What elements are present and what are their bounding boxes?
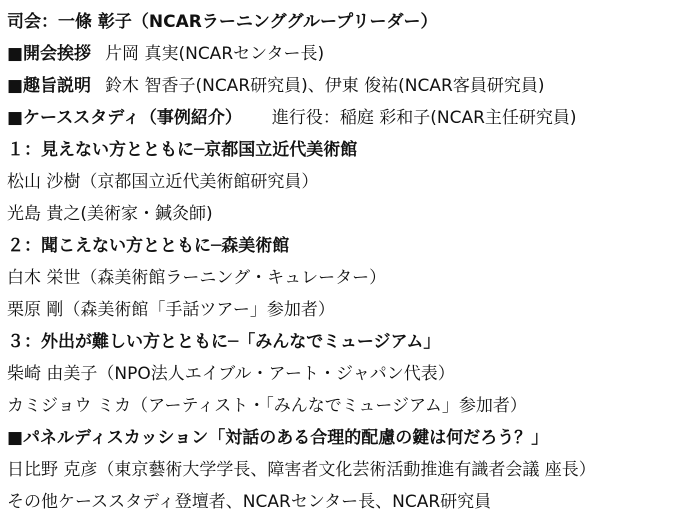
panel-speaker-2: その他ケーススタディ登壇者、NCARセンター長、NCAR研究員 <box>7 492 492 512</box>
purpose-speakers: 鈴木 智香子(NCAR研究員)、伊東 俊祐(NCAR客員研究員) <box>105 76 545 96</box>
purpose-label: ■趣旨説明 <box>7 76 92 96</box>
case1-speaker-1: 松山 沙樹（京都国立近代美術館研究員） <box>7 172 319 192</box>
case3-title: ３：外出が難しい方とともに─「みんなでミュージアム」 <box>7 332 441 352</box>
case2-speaker-1: 白木 栄世（森美術館ラーニング・キュレーター） <box>7 268 387 288</box>
opening-remarks-line <box>7 38 693 70</box>
opening-remarks-speaker: 片岡 真実(NCARセンター長) <box>105 44 325 64</box>
case-study-line <box>7 102 693 134</box>
case-study-facilitator: 進行役：稲庭 彩和子(NCAR主任研究員) <box>271 108 577 128</box>
purpose-line <box>7 70 693 102</box>
case1-title: １：見えない方とともに─京都国立近代美術館 <box>7 140 358 160</box>
case3-speaker-1: 柴崎 由美子（NPO法人エイブル・アート・ジャパン代表） <box>7 364 455 384</box>
case3-speaker-2: カミジョウ ミカ（アーティスト・「みんなでミュージアム」参加者） <box>7 396 527 416</box>
moderator-line: 司会：一條 彰子（NCARラーニンググループリーダー） <box>7 12 438 32</box>
case2-title: ２：聞こえない方とともに─森美術館 <box>7 236 290 256</box>
panel-speaker-1: 日比野 克彦（東京藝術大学学長、障害者文化芸術活動推進有識者会議 座長） <box>7 460 596 480</box>
panel-discussion-title: ■パネルディスカッション「対話のある合理的配慮の鍵は何だろう？」 <box>7 428 549 448</box>
program-document <box>7 6 693 518</box>
case2-speaker-2: 栗原 剛（森美術館「手話ツアー」参加者） <box>7 300 335 320</box>
case-study-label: ■ケーススタディ（事例紹介） <box>7 108 242 128</box>
opening-remarks-label: ■開会挨拶 <box>7 44 92 64</box>
case1-speaker-2: 光島 貴之(美術家・鍼灸師) <box>7 204 213 224</box>
